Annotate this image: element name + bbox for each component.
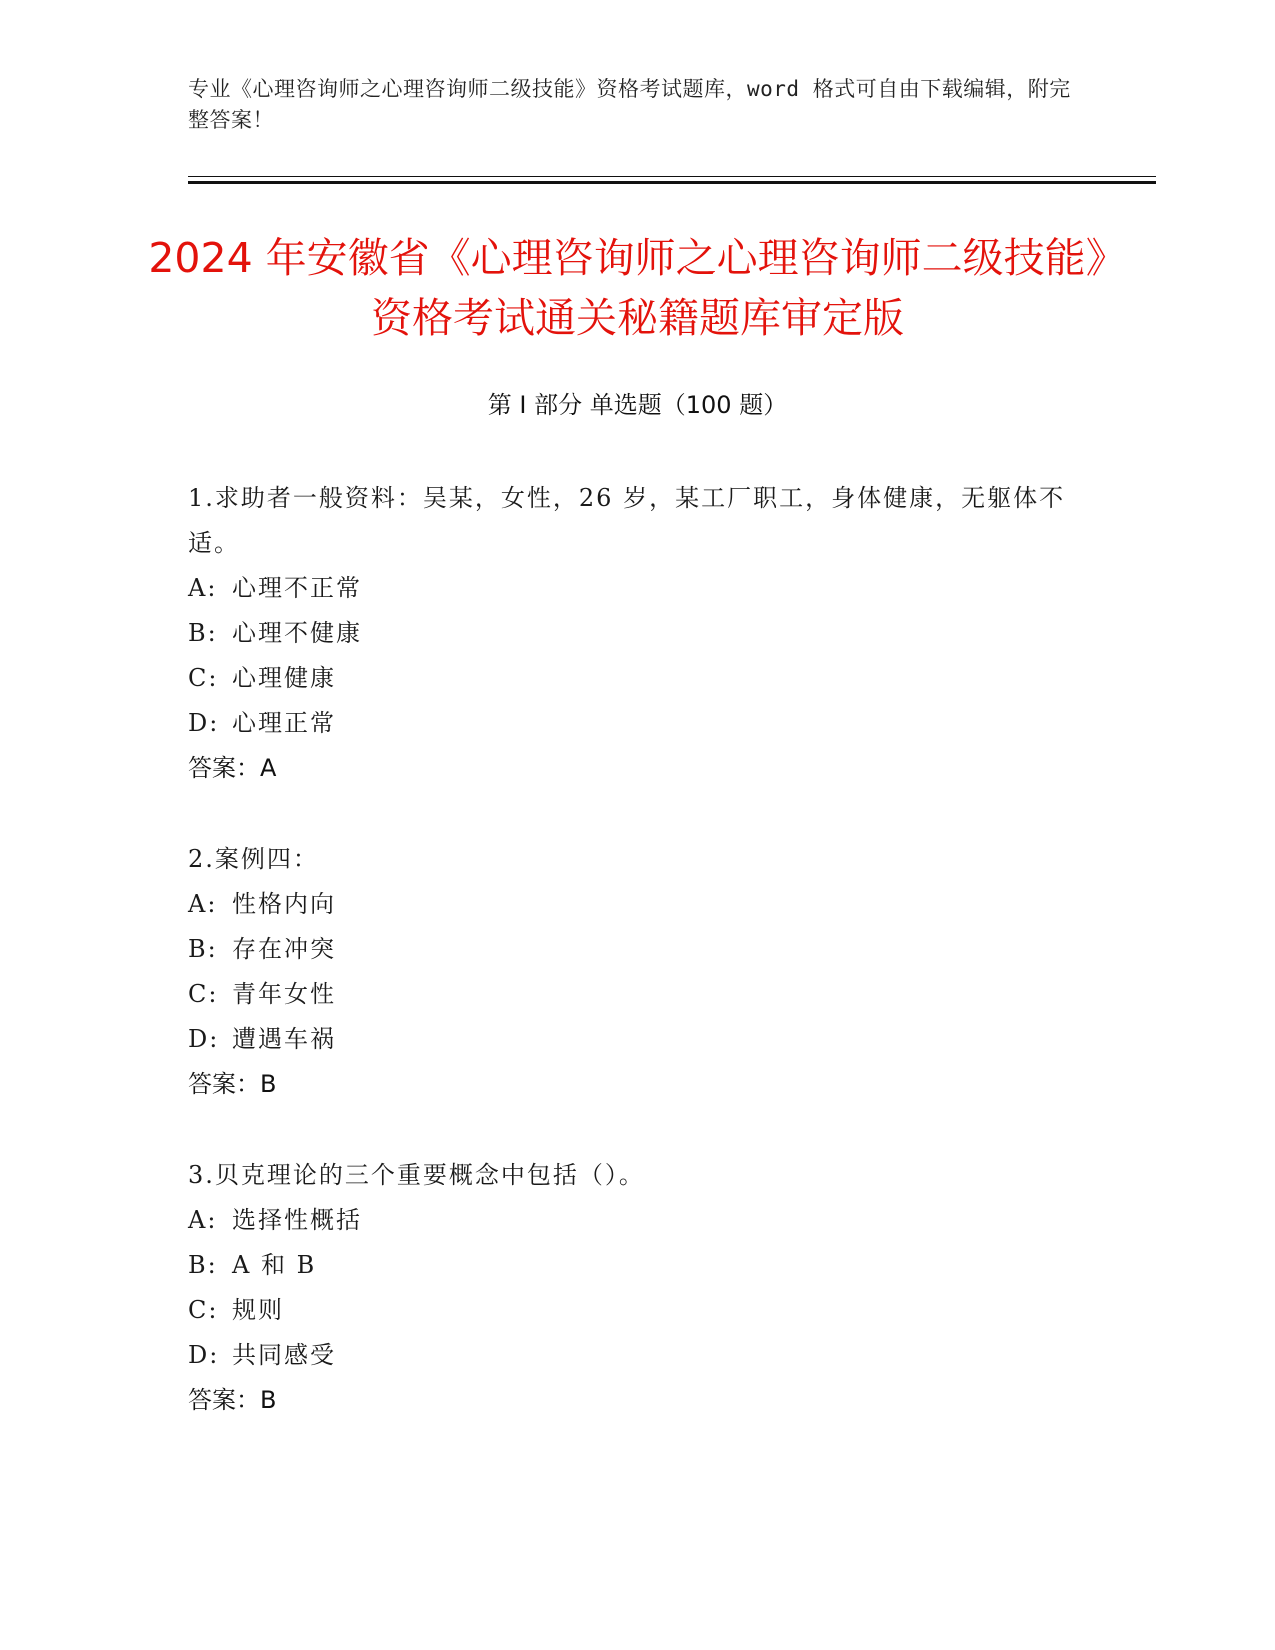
- option-text: 青年女性: [232, 980, 336, 1008]
- option-a: [188, 1198, 1088, 1243]
- option-a: [188, 882, 1088, 927]
- option-key: A:: [188, 574, 218, 602]
- option-key: A:: [188, 1206, 218, 1234]
- option-key: B:: [188, 619, 218, 647]
- option-a: [188, 566, 1088, 611]
- option-b: [188, 611, 1088, 656]
- question-2: [188, 837, 1088, 1107]
- option-key: D:: [188, 709, 220, 737]
- option-c: [188, 1288, 1088, 1333]
- option-text: 心理正常: [232, 709, 336, 737]
- answer-line: 答案：B: [188, 1070, 277, 1098]
- question-1: [188, 476, 1088, 791]
- option-c: [188, 972, 1088, 1017]
- option-key: B:: [188, 1251, 218, 1279]
- option-key: C:: [188, 664, 219, 692]
- option-text: 遭遇车祸: [232, 1025, 336, 1053]
- option-key: D:: [188, 1341, 220, 1369]
- section-heading: 第 I 部分 单选题（100 题）: [487, 391, 788, 419]
- option-key: A:: [188, 890, 218, 918]
- question-stem: 3.贝克理论的三个重要概念中包括（）。: [188, 1161, 645, 1189]
- option-key: D:: [188, 1025, 220, 1053]
- answer-line: 答案：B: [188, 1386, 277, 1414]
- option-text: 心理不正常: [232, 574, 362, 602]
- question-3: [188, 1153, 1088, 1423]
- header-note: 专业《心理咨询师之心理咨询师二级技能》资格考试题库，word 格式可自由下载编辑，附完整答案！: [188, 77, 1071, 132]
- option-d: [188, 1333, 1088, 1378]
- option-text: 规则: [232, 1296, 284, 1324]
- option-text: 心理不健康: [232, 619, 362, 647]
- option-c: [188, 656, 1088, 701]
- option-text: 选择性概括: [232, 1206, 362, 1234]
- answer-line: 答案：A: [188, 754, 277, 782]
- header-divider-thick: [188, 181, 1156, 184]
- option-b: [188, 927, 1088, 972]
- option-text: 共同感受: [232, 1341, 336, 1369]
- question-stem: 1.求助者一般资料：吴某，女性，26 岁，某工厂职工，身体健康，无躯体不适。: [188, 484, 1066, 557]
- question-stem: 2.案例四：: [188, 845, 319, 873]
- option-text: 性格内向: [232, 890, 336, 918]
- option-key: C:: [188, 1296, 219, 1324]
- option-d: [188, 701, 1088, 746]
- option-key: C:: [188, 980, 219, 1008]
- option-text: A 和 B: [232, 1251, 317, 1279]
- option-b: [188, 1243, 1088, 1288]
- option-text: 存在冲突: [232, 935, 336, 963]
- question-list: [188, 476, 1088, 1469]
- option-d: [188, 1017, 1088, 1062]
- option-text: 心理健康: [232, 664, 336, 692]
- header-divider-thin: [188, 176, 1156, 177]
- document-title: 2024 年安徽省《心理咨询师之心理咨询师二级技能》资格考试通关秘籍题库审定版: [148, 234, 1127, 342]
- option-key: B:: [188, 935, 218, 963]
